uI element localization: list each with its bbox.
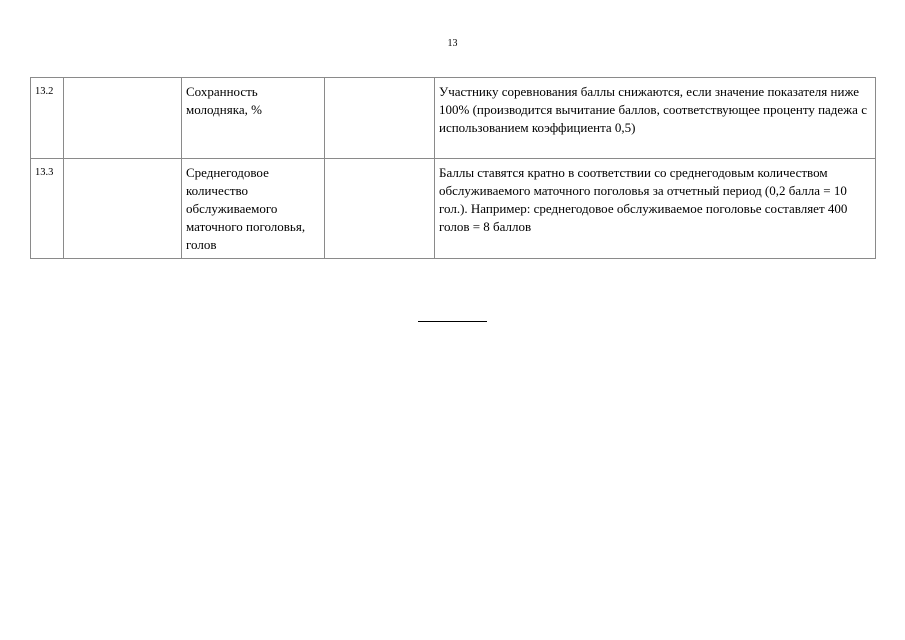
criteria-table <box>30 77 876 259</box>
indicator-cell: Среднегодовое количество обслуживаемого маточного поголовья, голов <box>182 159 325 259</box>
indicator-cell: Сохранность молодняка, % <box>182 78 325 159</box>
end-of-document-rule <box>418 321 487 322</box>
table-row <box>31 78 876 159</box>
empty-cell <box>325 159 435 259</box>
page-number: 13 <box>447 38 458 49</box>
description-cell: Участнику соревнования баллы снижаются, если значение показателя ниже 100% (производится вычитание баллов, соответствующее проценту падежа с использованием коэффициента 0,5) <box>435 78 876 159</box>
row-number: 13.2 <box>31 78 64 159</box>
empty-cell <box>64 159 182 259</box>
empty-cell <box>325 78 435 159</box>
table-row <box>31 159 876 259</box>
empty-cell <box>64 78 182 159</box>
description-cell: Баллы ставятся кратно в соответствии со среднегодовым количеством обслуживаемого маточного поголовья за отчетный период (0,2 балла = 10 гол.). Например: среднегодовое обслуживаемое поголовье составляет 400 голов = 8 баллов <box>435 159 876 259</box>
row-number: 13.3 <box>31 159 64 259</box>
